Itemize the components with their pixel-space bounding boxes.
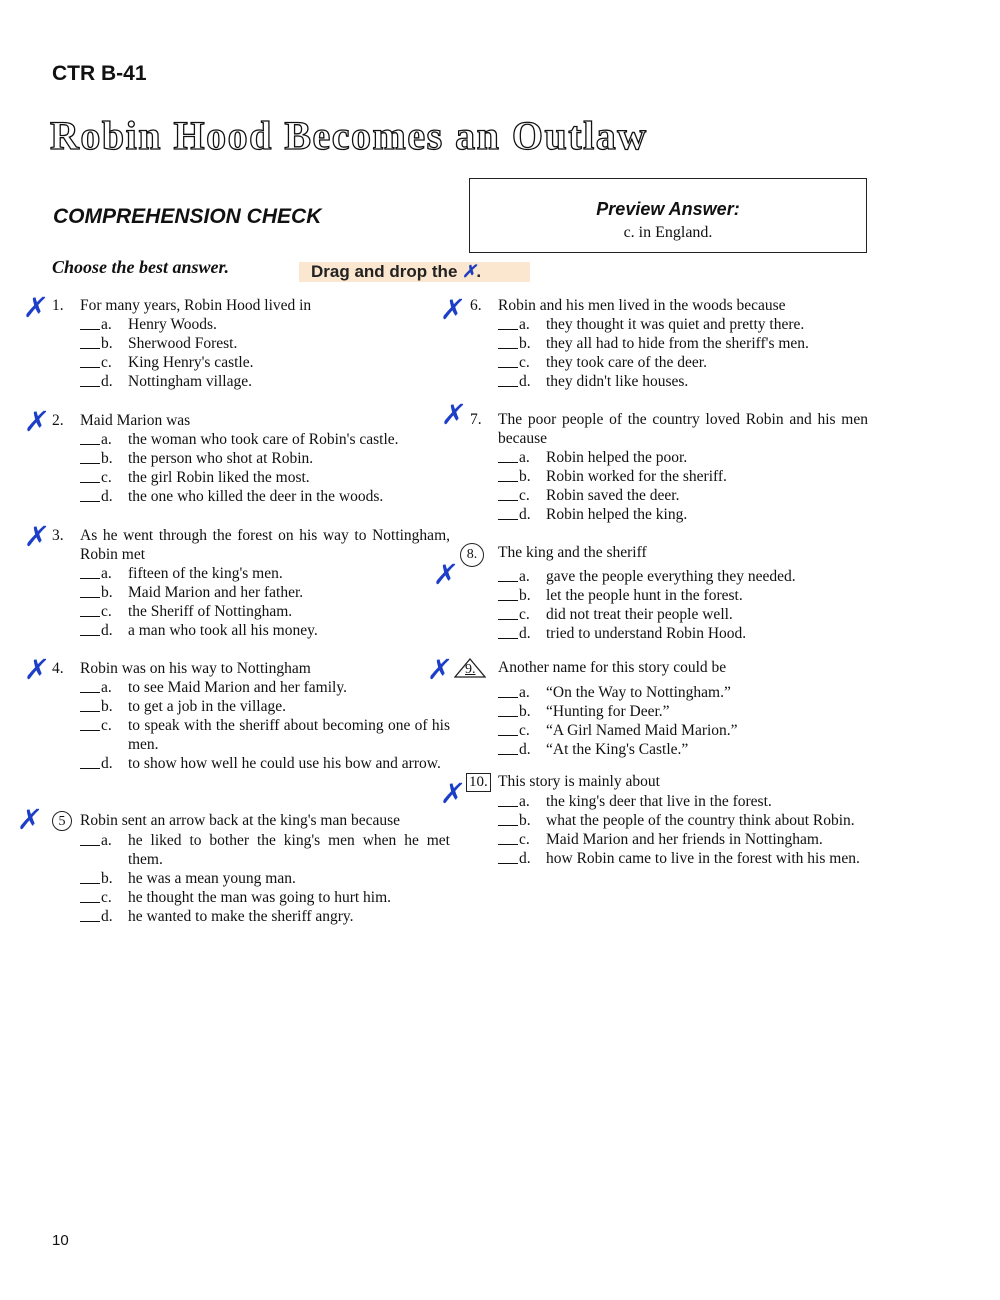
answer-option[interactable]: a. “On the Way to Nottingham.” <box>498 683 868 702</box>
question-stem: Robin and his men lived in the woods because <box>498 297 786 314</box>
draggable-x-mark-icon[interactable]: ✗ <box>22 405 51 438</box>
answer-option[interactable]: b. they all had to hide from the sheriff's men. <box>498 334 868 353</box>
question-number-boxed: 10. <box>466 773 491 792</box>
answer-blank[interactable] <box>498 505 518 520</box>
page-number: 10 <box>52 1232 69 1249</box>
question-3 <box>52 526 450 640</box>
answer-option[interactable]: b. the person who shot at Robin. <box>80 449 450 468</box>
question-number: 3. <box>52 527 64 544</box>
answer-blank[interactable] <box>80 334 100 349</box>
question-stem: As he went through the forest on his way to Nottingham, Robin met <box>80 527 450 563</box>
answer-blank[interactable] <box>80 353 100 368</box>
answer-option[interactable]: b. “Hunting for Deer.” <box>498 702 868 721</box>
answer-blank[interactable] <box>498 353 518 368</box>
answer-option[interactable]: b. he was a mean young man. <box>80 869 450 888</box>
answer-option[interactable]: a. fifteen of the king's men. <box>80 564 450 583</box>
answer-blank[interactable] <box>80 583 100 598</box>
question-number: 6. <box>470 297 482 314</box>
answer-blank[interactable] <box>498 448 518 463</box>
answer-option[interactable]: d. a man who took all his money. <box>80 621 450 640</box>
answer-option[interactable]: d. Robin helped the king. <box>498 505 868 524</box>
answer-option[interactable]: c. Robin saved the deer. <box>498 486 868 505</box>
answer-blank[interactable] <box>498 467 518 482</box>
question-1 <box>52 296 450 391</box>
draggable-x-mark-icon[interactable]: ✗ <box>438 777 467 810</box>
triangle-marker-icon <box>454 658 486 678</box>
answer-blank[interactable] <box>498 334 518 349</box>
answer-option[interactable]: c. the girl Robin liked the most. <box>80 468 450 487</box>
answer-blank[interactable] <box>498 586 518 601</box>
question-8 <box>466 543 868 643</box>
answer-blank[interactable] <box>498 849 518 864</box>
answer-blank[interactable] <box>498 683 518 698</box>
answer-blank[interactable] <box>80 754 100 769</box>
answer-blank[interactable] <box>498 486 518 501</box>
answer-blank[interactable] <box>80 888 100 903</box>
answer-blank[interactable] <box>498 811 518 826</box>
question-number: 2. <box>52 412 64 429</box>
answer-blank[interactable] <box>80 678 100 693</box>
answer-blank[interactable] <box>498 315 518 330</box>
question-2 <box>52 411 450 506</box>
answer-blank[interactable] <box>80 602 100 617</box>
draggable-x-mark-icon[interactable]: ✗ <box>22 520 51 553</box>
question-stem: Maid Marion was <box>80 412 191 429</box>
answer-option[interactable]: a. gave the people everything they needed. <box>498 567 868 586</box>
draggable-x-mark-icon[interactable]: ✗ <box>425 653 454 686</box>
answer-option[interactable]: a. to see Maid Marion and her family. <box>80 678 450 697</box>
question-stem: The king and the sheriff <box>498 544 647 561</box>
question-stem: This story is mainly about <box>498 773 660 790</box>
answer-blank[interactable] <box>498 721 518 736</box>
question-stem: For many years, Robin Hood lived in <box>80 297 312 314</box>
answer-blank[interactable] <box>80 487 100 502</box>
answer-option[interactable]: c. they took care of the deer. <box>498 353 868 372</box>
question-number-circled: 8. <box>460 543 484 567</box>
question-number: 7. <box>470 411 482 428</box>
answer-blank[interactable] <box>498 605 518 620</box>
answer-option[interactable]: c. the Sheriff of Nottingham. <box>80 602 450 621</box>
answer-blank[interactable] <box>80 697 100 712</box>
answer-blank[interactable] <box>80 315 100 330</box>
answer-option[interactable]: b. Robin worked for the sheriff. <box>498 467 868 486</box>
question-4 <box>52 659 450 773</box>
answer-option[interactable]: b. what the people of the country think about Robin. <box>498 811 868 830</box>
answer-blank[interactable] <box>80 831 100 846</box>
answer-option[interactable]: b. let the people hunt in the forest. <box>498 586 868 605</box>
answer-option[interactable]: d. to show how well he could use his bow and arrow. <box>80 754 450 773</box>
section-heading: COMPREHENSION CHECK <box>53 205 322 228</box>
answer-option[interactable]: d. they didn't like houses. <box>498 372 868 391</box>
answer-blank[interactable] <box>80 716 100 731</box>
answer-option[interactable]: c. Maid Marion and her friends in Nottingham. <box>498 830 868 849</box>
preview-answer: c. in England. <box>623 224 713 241</box>
draggable-x-mark-icon[interactable]: ✗ <box>22 653 51 686</box>
answer-option[interactable]: d. he wanted to make the sheriff angry. <box>80 907 450 926</box>
answer-option[interactable]: d. the one who killed the deer in the woods. <box>80 487 450 506</box>
answer-option[interactable]: b. to get a job in the village. <box>80 697 450 716</box>
answer-option[interactable]: c. to speak with the sheriff about becoming one of his men. <box>80 716 450 754</box>
answer-blank[interactable] <box>498 792 518 807</box>
draggable-x-mark-icon[interactable]: ✗ <box>21 291 50 324</box>
answer-blank[interactable] <box>80 372 100 387</box>
answer-option[interactable]: a. he liked to bother the king's men when he met them. <box>80 831 450 869</box>
question-6 <box>470 296 868 391</box>
x-mark-icon: ✗ <box>462 262 477 281</box>
question-stem: The poor people of the country loved Robin and his men because <box>498 411 868 447</box>
answer-option[interactable]: d. “At the King's Castle.” <box>498 740 868 759</box>
question-number-triangled: 9. <box>465 662 476 677</box>
answer-blank[interactable] <box>80 564 100 579</box>
answer-option[interactable]: a. Henry Woods. <box>80 315 450 334</box>
question-9 <box>465 658 868 759</box>
answer-option[interactable]: c. did not treat their people well. <box>498 605 868 624</box>
answer-option[interactable]: a. the king's deer that live in the forest. <box>498 792 868 811</box>
question-10 <box>470 772 868 868</box>
answer-blank[interactable] <box>498 624 518 639</box>
question-stem: Robin sent an arrow back at the king's man because <box>80 812 401 829</box>
answer-blank[interactable] <box>80 430 100 445</box>
draggable-x-mark-icon[interactable]: ✗ <box>438 293 467 326</box>
answer-option[interactable]: d. how Robin came to live in the forest with his men. <box>498 849 868 868</box>
preview-title: Preview Answer: <box>596 199 740 219</box>
answer-blank[interactable] <box>80 449 100 464</box>
answer-option[interactable]: b. Maid Marion and her father. <box>80 583 450 602</box>
answer-option[interactable]: d. Nottingham village. <box>80 372 450 391</box>
drag-instruction-text: Drag and drop the <box>311 262 458 281</box>
question-number-circled: 5 <box>52 811 72 831</box>
answer-blank[interactable] <box>498 372 518 387</box>
answer-option[interactable]: a. Robin helped the poor. <box>498 448 868 467</box>
answer-option[interactable]: b. Sherwood Forest. <box>80 334 450 353</box>
drag-instruction-banner <box>299 262 530 282</box>
worksheet-code: CTR B-41 <box>52 62 147 85</box>
answer-blank[interactable] <box>498 740 518 755</box>
question-number: 4. <box>52 660 64 677</box>
answer-blank[interactable] <box>498 567 518 582</box>
preview-answer-box <box>469 178 867 253</box>
answer-option[interactable]: c. “A Girl Named Maid Marion.” <box>498 721 868 740</box>
answer-blank[interactable] <box>498 702 518 717</box>
draggable-x-mark-icon[interactable]: ✗ <box>439 398 468 431</box>
question-stem: Robin was on his way to Nottingham <box>80 660 311 677</box>
answer-blank[interactable] <box>80 907 100 922</box>
page-title: Robin Hood Becomes an Outlaw <box>50 113 648 158</box>
answer-blank[interactable] <box>498 830 518 845</box>
instruction-text: Choose the best answer. <box>52 257 230 277</box>
question-5 <box>52 811 450 926</box>
question-number: 1. <box>52 297 64 314</box>
drag-instruction-suffix: . <box>476 262 482 281</box>
answer-option[interactable]: a. the woman who took care of Robin's castle. <box>80 430 450 449</box>
question-7 <box>470 410 868 524</box>
draggable-x-mark-icon[interactable]: ✗ <box>431 558 460 591</box>
answer-option[interactable]: d. tried to understand Robin Hood. <box>498 624 868 643</box>
answer-blank[interactable] <box>80 621 100 636</box>
answer-option[interactable]: a. they thought it was quiet and pretty there. <box>498 315 868 334</box>
question-stem: Another name for this story could be <box>498 659 727 676</box>
answer-option[interactable]: c. King Henry's castle. <box>80 353 450 372</box>
draggable-x-mark-icon[interactable]: ✗ <box>15 803 44 836</box>
answer-blank[interactable] <box>80 869 100 884</box>
answer-blank[interactable] <box>80 468 100 483</box>
answer-option[interactable]: c. he thought the man was going to hurt him. <box>80 888 450 907</box>
